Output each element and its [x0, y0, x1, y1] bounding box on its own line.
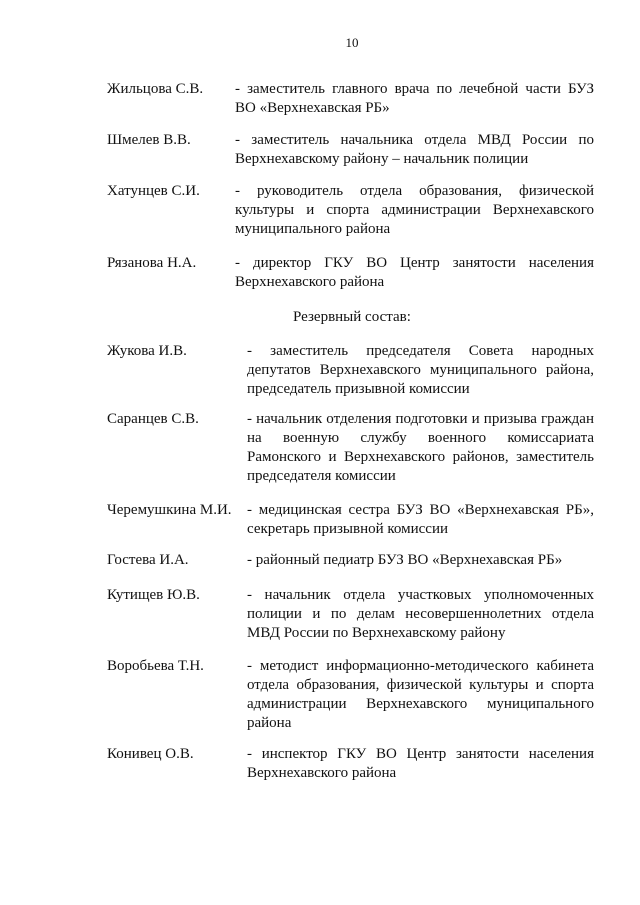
member-role: - директор ГКУ ВО Центр занятости населения Верхнехавского района: [235, 255, 594, 290]
member-role: - заместитель главного врача по лечебной части БУЗ ВО «Верхнехавская РБ»: [235, 81, 594, 116]
member-role: - районный педиатр БУЗ ВО «Верхнехавская РБ»: [247, 552, 563, 568]
member-name: Конивец О.В.: [107, 746, 194, 762]
member-name: Саранцев С.В.: [107, 411, 199, 427]
member-name: Хатунцев С.И.: [107, 183, 200, 199]
member-name: Черемушкина М.И.: [107, 502, 232, 518]
member-name: Гостева И.А.: [107, 552, 189, 568]
member-name: Жильцова С.В.: [107, 81, 204, 97]
member-name: Жукова И.В.: [107, 343, 187, 359]
member-role: - заместитель председателя Совета народных депутатов Верхнехавского муниципального района, председатель призывной комиссии: [247, 343, 594, 397]
member-role: - руководитель отдела образования, физической культуры и спорта администрации Верхнехавского муниципального района: [235, 183, 594, 237]
member-name: Рязанова Н.А.: [107, 255, 197, 271]
member-role: - заместитель начальника отдела МВД России по Верхнехавскому району – начальник полиции: [235, 132, 594, 167]
member-name: Кутищев Ю.В.: [107, 587, 200, 603]
member-role: - начальник отдела участковых уполномоченных полиции и по делам несовершеннолетних отдела МВД России по Верхнехавскому району: [247, 587, 594, 641]
member-role: - медицинская сестра БУЗ ВО «Верхнехавская РБ», секретарь призывной комиссии: [247, 502, 594, 537]
member-name: Воробьева Т.Н.: [107, 658, 204, 674]
page-number: 10: [345, 35, 359, 50]
member-name: Шмелев В.В.: [107, 132, 191, 148]
member-role: - начальник отделения подготовки и призыва граждан на военную службу военного комиссариата Рамонского и Верхнехавского районов, заместитель председателя комиссии: [247, 411, 594, 484]
member-role: - инспектор ГКУ ВО Центр занятости населения Верхнехавского района: [247, 746, 594, 781]
reserve-section-title: Резервный состав:: [293, 309, 411, 325]
member-role: - методист информационно-методического кабинета отдела образования, физической культуры и спорта администрации Верхнехавского муниципального района: [247, 658, 594, 731]
